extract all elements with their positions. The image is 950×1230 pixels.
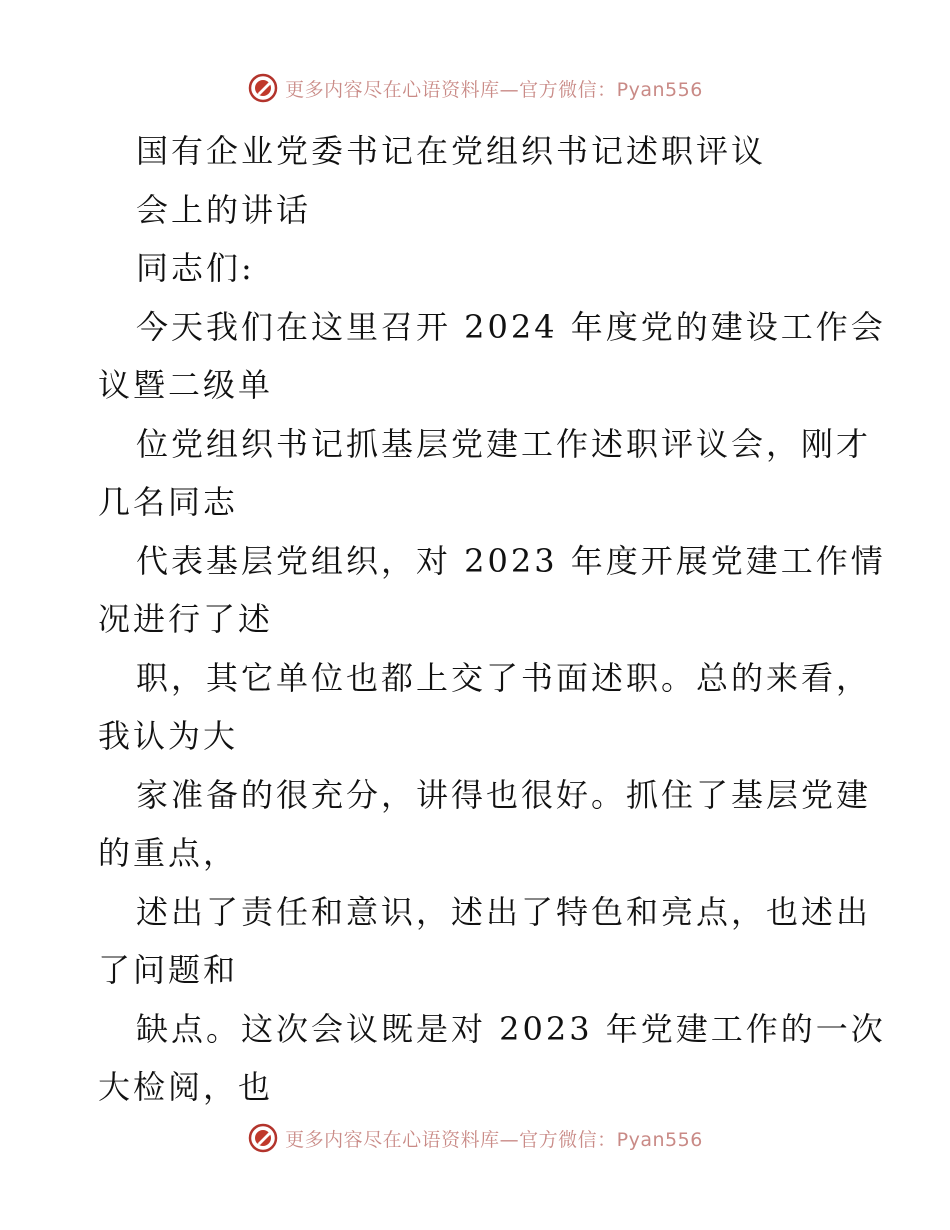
paragraph-line: 了问题和 <box>98 951 239 989</box>
paragraph-line: 同志们: <box>136 249 255 287</box>
paragraph-line: 大检阅，也 <box>98 1068 274 1106</box>
watermark-text: 更多内容尽在心语资料库—官方微信：Pyan556 <box>285 78 703 101</box>
paragraph-line: 职，其它单位也都上交了书面述职。总的来看， <box>136 658 872 697</box>
pen-seal-icon <box>247 1122 279 1154</box>
paragraph-line: 况进行了述 <box>98 600 274 638</box>
paragraph-line: 家准备的很充分，讲得也很好。抓住了基层党建 <box>136 775 872 814</box>
paragraph-line: 述出了责任和意识，述出了特色和亮点，也述出 <box>136 892 872 931</box>
watermark-text: 更多内容尽在心语资料库—官方微信：Pyan556 <box>285 1128 703 1151</box>
paragraph-line: 我认为大 <box>98 717 239 755</box>
header-watermark <box>0 72 950 104</box>
paragraph-line: 的重点， <box>98 834 239 872</box>
paragraph-line: 今天我们在这里召开 2024 年度党的建设工作会 <box>136 307 886 346</box>
paragraph-line: 位党组织书记抓基层党建工作述职评议会，刚才 <box>136 424 872 463</box>
document-title-line: 国有企业党委书记在党组织书记述职评议 <box>136 132 767 170</box>
footer-watermark <box>0 1122 950 1154</box>
paragraph-line: 议暨二级单 <box>98 366 274 404</box>
paragraph-line: 缺点。这次会议既是对 2023 年党建工作的一次 <box>136 1009 886 1048</box>
pen-seal-icon <box>247 72 279 104</box>
document-body <box>98 122 886 1117</box>
paragraph-line: 代表基层党组织，对 2023 年度开展党建工作情 <box>136 541 886 580</box>
paragraph-line: 几名同志 <box>98 483 239 521</box>
document-title-line: 会上的讲话 <box>136 190 312 229</box>
